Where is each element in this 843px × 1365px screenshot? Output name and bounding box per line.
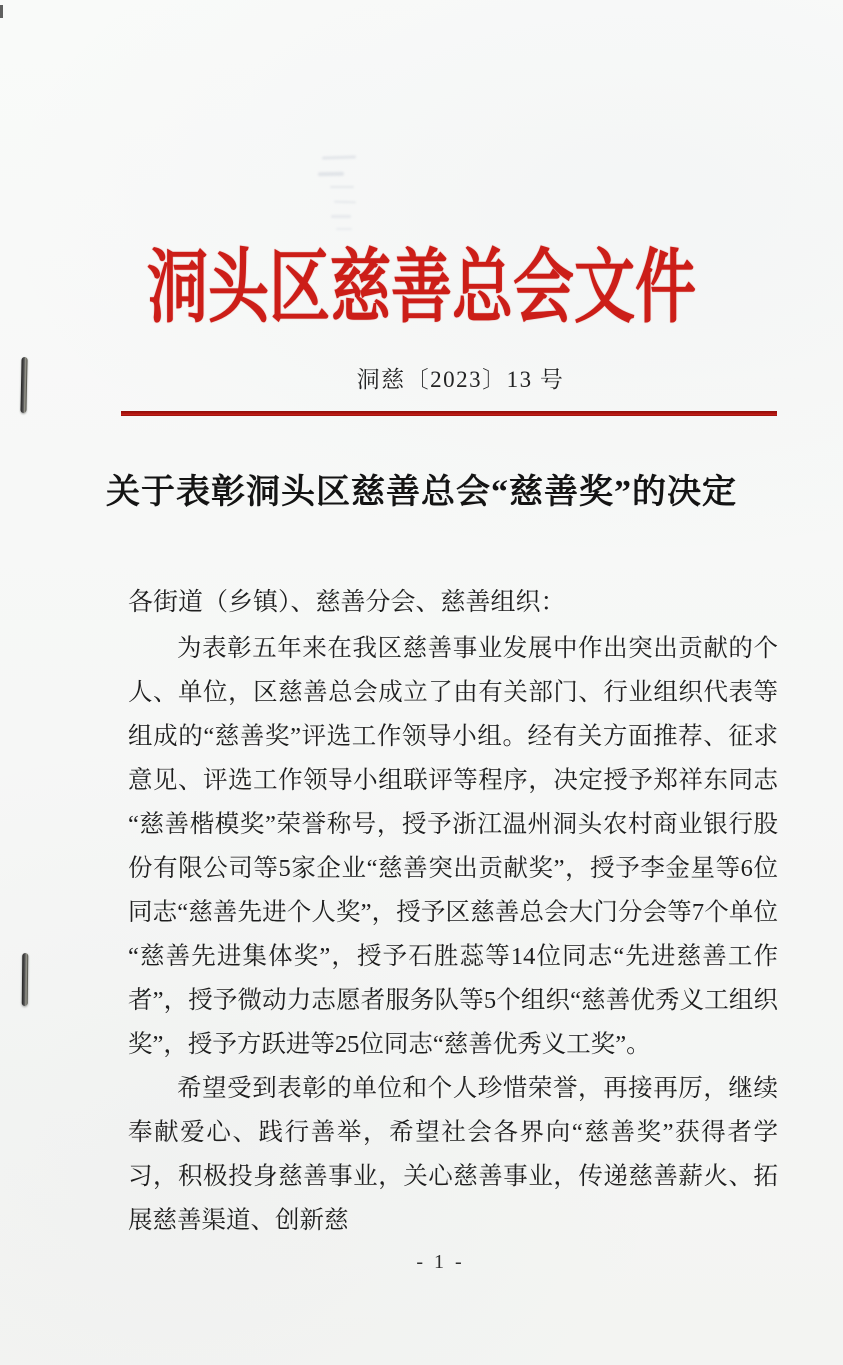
page-number: - 1 - — [416, 1251, 465, 1273]
letterhead-org-title: 洞头区慈善总会文件 — [146, 245, 696, 334]
scan-edge-artifact — [0, 5, 3, 18]
red-separator-rule — [121, 411, 777, 416]
staple-mark-bottom — [22, 953, 29, 1006]
ink-bleed-ghost-mark — [331, 215, 351, 218]
ink-bleed-ghost-mark — [330, 186, 354, 188]
salutation-line: 各街道（乡镇）、慈善分会、慈善组织： — [128, 589, 566, 616]
document-reference-number: 洞慈〔2023〕13 号 — [356, 367, 565, 392]
ink-bleed-ghost-mark — [322, 155, 356, 159]
document-body — [128, 627, 778, 1243]
body-paragraph-2: 希望受到表彰的单位和个人珍惜荣誉，再接再厉，继续奉献爱心、践行善举，希望社会各界向“慈善奖”获得者学习，积极投身慈善事业，关心慈善事业，传递慈善薪火、拓展慈善渠道、创新慈 — [128, 1075, 778, 1234]
ink-bleed-ghost-mark — [318, 172, 344, 176]
ink-bleed-ghost-mark — [334, 201, 356, 204]
body-paragraph-1: 为表彰五年来在我区慈善事业发展中作出突出贡献的个人、单位，区慈善总会成立了由有关部门、行业组织代表等组成的“慈善奖”评选工作领导小组。经有关方面推荐、征求意见、评选工作领导小组联评等程序，决定授予郑祥东同志“慈善楷模奖”荣誉称号，授予浙江温州洞头农村商业银行股份有限公司等5家企业“慈善突出贡献奖”，授予李金星等6位同志“慈善先进个人奖”，授予区慈善总会大门分会等7个单位“慈善先进集体奖”，授予石胜蕊等14位同志“先进慈善工作者”，授予微动力志愿者服务队等5个组织“慈善优秀义工组织奖”，授予方跃进等25位同志“慈善优秀义工奖”。 — [128, 635, 778, 1058]
document-title: 关于表彰洞头区慈善总会“慈善奖”的决定 — [106, 474, 737, 511]
